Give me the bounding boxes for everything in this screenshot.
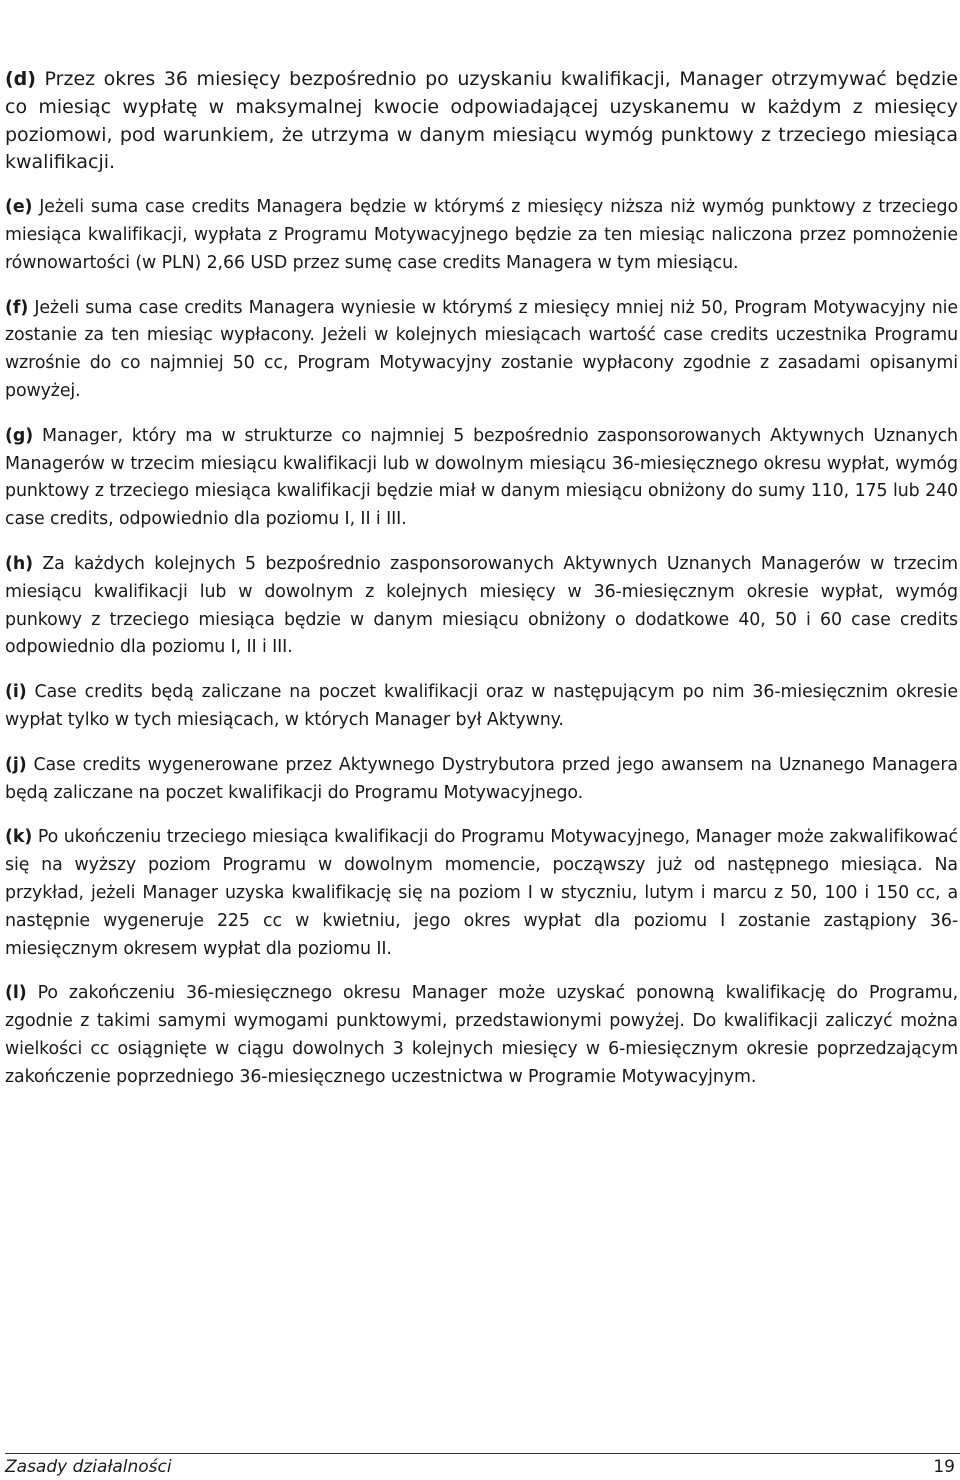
paragraph-e [5,194,958,277]
footer-title: Zasady działalności [5,1457,172,1477]
paragraph-label: (h) [5,553,33,574]
paragraph-k [5,824,958,963]
paragraph-text: Case credits będą zaliczane na poczet kwalifikacji oraz w następującym po nim 36-miesięcznim okresie wypłat tylko w tych miesiącach, w których Manager był Aktywny. [5,682,958,730]
paragraph-text: Przez okres 36 miesięcy bezpośrednio po uzyskaniu kwalifikacji, Manager otrzymywać będzie co miesiąc wypłatę w maksymalnej kwocie odpowiadającej uzyskanemu w każdym z miesięcy poziomowi, pod warunkiem, że utrzyma w danym miesiącu wymóg punktowy z trzeciego miesiąca kwalifikacji. [5,68,958,174]
paragraph-label: (i) [5,682,27,703]
paragraph-label: (d) [5,68,36,90]
paragraph-text: Jeżeli suma case credits Managera będzie w którymś z miesięcy niższa niż wymóg punktowy z trzeciego miesiąca kwalifikacji, wypłata z Programu Motywacyjnego będzie za ten miesiąc naliczona przez pomnożenie równowartości (w PLN) 2,66 USD przez sumę case credits Managera w tym miesiącu. [5,197,958,273]
paragraph-j [5,752,958,808]
paragraph-i [5,679,958,735]
paragraph-text: Po zakończeniu 36-miesięcznego okresu Manager może uzyskać ponowną kwalifikację do Programu, zgodnie z takimi samymi wymogami punktowymi, przedstawionymi powyżej. Do kwalifikacji zaliczyć można wielkości cc osiągnięte w ciągu dowolnych 3 kolejnych miesięcy w 6-miesięcznym okresie poprzedzającym zakończenie poprzedniego 36-miesięcznego uczestnictwa w Programie Motywacyjnym. [5,983,958,1087]
document-body [5,66,958,1109]
paragraph-label: (j) [5,754,27,775]
page-number: 19 [933,1457,955,1477]
paragraph-text: Po ukończeniu trzeciego miesiąca kwalifikacji do Programu Motywacyjnego, Manager może zakwalifikować się na wyższy poziom Programu w dowolnym momencie, począwszy już od następnego miesiąca. Na przykład, jeżeli Manager uzyska kwalifikację się na poziom I w styczniu, lutym i marcu z 50, 100 i 150 cc, a następnie wygeneruje 225 cc w kwietniu, jego okres wypłat dla poziomu I zostanie zastąpiony 36-miesięcznym okresem wypłat dla poziomu II. [5,827,958,959]
paragraph-f [5,295,958,406]
footer-divider [5,1453,960,1454]
paragraph-l [5,980,958,1091]
paragraph-label: (k) [5,827,33,848]
paragraph-text: Case credits wygenerowane przez Aktywnego Dystrybutora przed jego awansem na Uznanego Managera będą zaliczane na poczet kwalifikacji do Programu Motywacyjnego. [5,754,958,803]
paragraph-text: Manager, który ma w strukturze co najmniej 5 bezpośrednio zasponsorowanych Aktywnych Uznanych Managerów w trzecim miesiącu kwalifikacji lub w dowolnym miesiącu 36-miesięcznego okresu wypłat, wymóg punktowy z trzeciego miesiąca kwalifikacji będzie miał w danym miesiącu obniżony do sumy 110, 175 lub 240 case credits, odpowiednio dla poziomu I, II i III. [5,425,958,530]
paragraph-text: Jeżeli suma case credits Managera wyniesie w którymś z miesięcy mniej niż 50, Program Motywacyjny nie zostanie za ten miesiąc wypłacony. Jeżeli w kolejnych miesiącach wartość case credits uczestnika Programu wzrośnie do co najmniej 50 cc, Program Motywacyjny zostanie wypłacony zgodnie z zasadami opisanymi powyżej. [5,297,958,401]
paragraph-g [5,423,958,534]
paragraph-label: (l) [5,983,27,1004]
paragraph-label: (g) [5,425,34,446]
paragraph-label: (f) [5,297,29,318]
paragraph-h [5,551,958,662]
paragraph-label: (e) [5,197,33,218]
paragraph-d [5,66,958,177]
paragraph-text: Za każdych kolejnych 5 bezpośrednio zasponsorowanych Aktywnych Uznanych Managerów w trzecim miesiącu kwalifikacji lub w dowolnym z kolejnych miesięcy w 36-miesięcznym okresie wypłat, wymóg punkowy z trzeciego miesiąca będzie w danym miesiącu obniżony o dodatkowe 40, 50 i 60 case credits odpowiednio dla poziomu I, II i III. [5,553,958,658]
